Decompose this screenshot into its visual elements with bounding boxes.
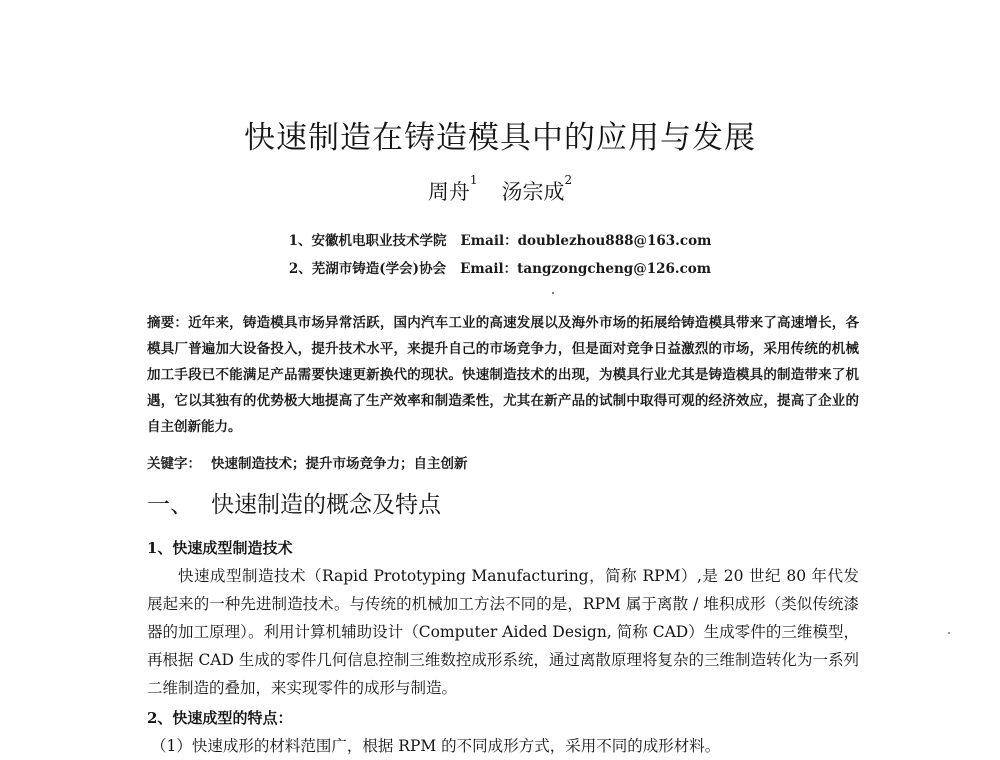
scan-speck: [552, 292, 554, 294]
paper-title: 快速制造在铸造模具中的应用与发展: [244, 120, 756, 156]
author-list: [0, 173, 1000, 206]
abstract-text: 近年来，铸造模具市场异常活跃，国内汽车工业的高速发展以及海外市场的拓展给铸造模具带来了高速增长，各模具厂普遍加大设备投入，提升技术水平，来提升自己的市场竞争力，但是面对竞争日益激烈的市场，采用传统的机械加工手段已不能满足产品需要快速更新换代的现状。快速制造技术的出现，为模具行业尤其是铸造模具的制造带来了机遇，它以其独有的优势极大地提高了生产效率和制造柔性，尤其在新产品的试制中取得可观的经济效应，提高了企业的自主创新能力。: [147, 315, 860, 435]
subsection-heading-2: 2、快速成型的特点：: [147, 709, 293, 727]
author-name: 汤宗成: [501, 180, 565, 204]
affiliation-org: 2、芜湖市铸造(学会)协会: [288, 261, 447, 277]
keywords-label: 关键字：: [147, 456, 201, 472]
section-title: 快速制造的概念及特点: [211, 492, 441, 518]
affiliation-1: [0, 229, 1000, 249]
list-item: （1）快速成形的材料范围广，根据 RPM 的不同成形方式，采用不同的成形材料。: [151, 737, 721, 755]
author-affiliation-mark: 2: [564, 173, 573, 187]
keywords: [147, 452, 468, 472]
author-affiliation-mark: 1: [469, 173, 478, 187]
section-heading: [147, 486, 441, 519]
body-paragraph: 快速成型制造技术（Rapid Prototyping Manufacturing，简称 RPM）,是 20 世纪 80 年代发展起来的一种先进制造技术。与传统的机械加工方法不同的是，RPM 属于离散 / 堆积成形（类似传统漆器的加工原理）。利用计算机辅助设计（Computer Aided Design, 简称 CAD）生成零件的三维模型，再根据 CAD 生成的零件几何信息控制三维数控成形系统，通过离散原理将复杂的三维制造转化为一系列二维制造的叠加，来实现零件的成形与制造。: [147, 567, 859, 697]
scan-speck: [948, 632, 950, 634]
affiliation-email: Email：tangzongcheng@126.com: [460, 261, 712, 277]
section-number: 一、: [147, 492, 193, 518]
abstract: [147, 310, 859, 440]
author-name: 周舟: [427, 180, 470, 204]
affiliation-2: [0, 257, 1000, 277]
subsection-heading-1: 1、快速成型制造技术: [147, 539, 293, 557]
affiliation-org: 1、安徽机电职业技术学院: [288, 233, 447, 249]
affiliation-email: Email：doublezhou888@163.com: [460, 233, 712, 249]
abstract-label: 摘要：: [147, 315, 189, 331]
keywords-text: 快速制造技术；提升市场竞争力；自主创新: [211, 456, 468, 472]
